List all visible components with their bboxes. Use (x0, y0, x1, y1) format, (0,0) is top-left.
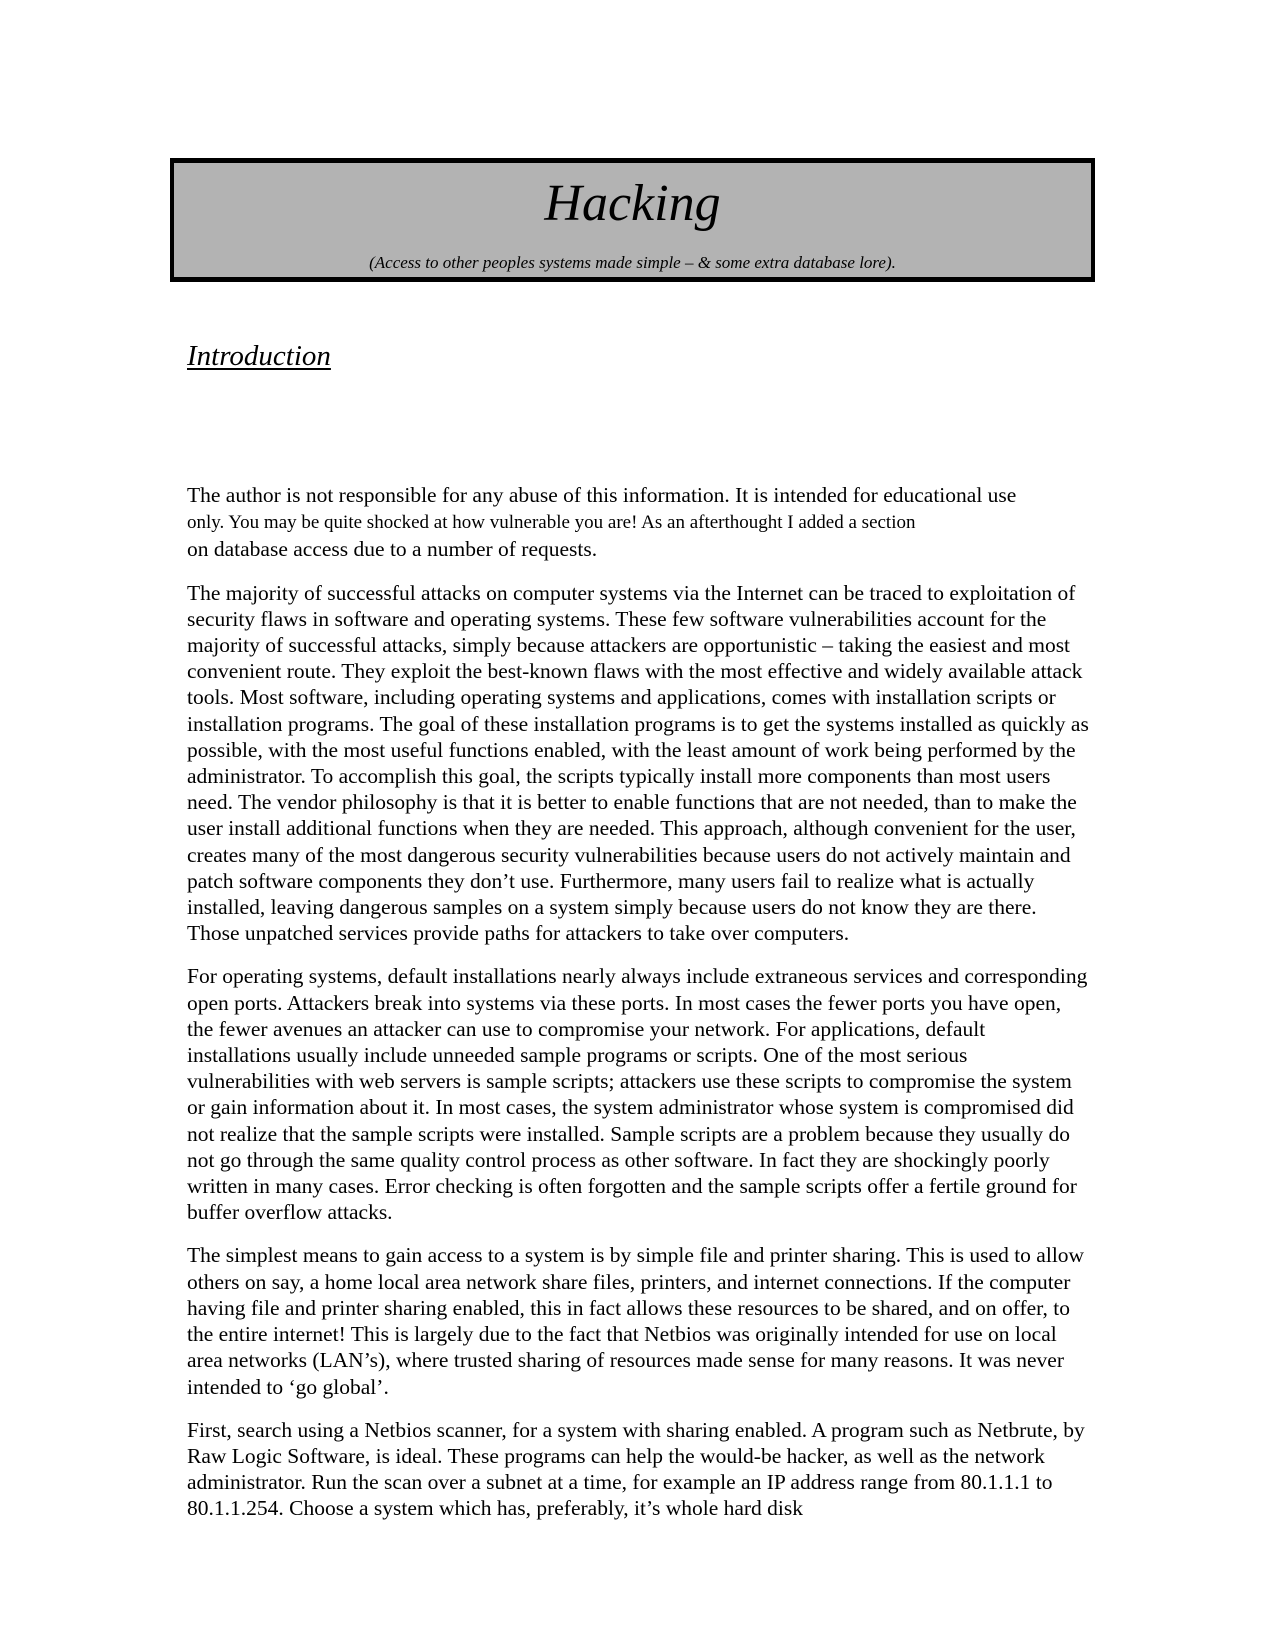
paragraph: The majority of successful attacks on computer systems via the Internet can be traced to exploitation of security flaws in software and operating systems. These few software vulnerabilities account for the majority of successful attacks, simply because attackers are opportunistic – taking the easiest and most convenient route. They exploit the best-known flaws with the most effective and widely available attack tools. Most software, including operating systems and applications, comes with installation scripts or installation programs. The goal of these installation programs is to get the systems installed as quickly as possible, with the most useful functions enabled, with the least amount of work being performed by the administrator. To accomplish this goal, the scripts typically install more components than most users need. The vendor philosophy is that it is better to enable functions that are not needed, than to make the user install additional functions when they are needed. This approach, although convenient for the user, creates many of the most dangerous security vulnerabilities because users do not actively maintain and patch software components they don’t use. Furthermore, many users fail to realize what is actually installed, leaving dangerous samples on a system simply because users do not know they are there. Those unpatched services provide paths for attackers to take over computers. (187, 580, 1089, 946)
paragraph-disclaimer (187, 482, 1092, 563)
title-box (170, 158, 1095, 282)
document-subtitle: (Access to other peoples systems made simple – & some extra database lore). (369, 253, 896, 272)
paragraph: For operating systems, default installations nearly always include extraneous services and corresponding open ports. Attackers break into systems via these ports. In most cases the fewer ports you have open, the fewer avenues an attacker can use to compromise your network. For applications, default installations usually include unneeded sample programs or scripts. One of the most serious vulnerabilities with web servers is sample scripts; attackers use these scripts to compromise the system or gain information about it. In most cases, the system administrator whose system is compromised did not realize that the sample scripts were installed. Sample scripts are a problem because they usually do not go through the same quality control process as other software. In fact they are shockingly poorly written in many cases. Error checking is often forgotten and the sample scripts offer a fertile ground for buffer overflow attacks. (187, 964, 1088, 1225)
paragraph: The simplest means to gain access to a system is by simple file and printer sharing. This is used to allow others on say, a home local area network share files, printers, and internet connections. If the computer having file and printer sharing enabled, this in fact allows these resources to be shared, and on offer, to the entire internet! This is largely due to the fact that Netbios was originally intended for use on local area networks (LAN’s), where trusted sharing of resources made sense for many reasons. It was never intended to ‘go global’. (187, 1243, 1085, 1399)
paragraph-disclaimer-part2: only. You may be quite shocked at how vulnerable you are! As an afterthought I added a section (187, 512, 916, 534)
paragraph: First, search using a Netbios scanner, for a system with sharing enabled. A program such as Netbrute, by Raw Logic Software, is ideal. These programs can help the would-be hacker, as well as the network administrator. Run the scan over a subnet at a time, for example an IP address range from 80.1.1.1 to 80.1.1.254. Choose a system which has, preferably, it’s whole hard disk (187, 1417, 1085, 1521)
body-text (187, 482, 1092, 1539)
section-heading: Introduction (187, 340, 331, 372)
document-title: Hacking (544, 175, 721, 232)
paragraph-disclaimer-part1: The author is not responsible for any abuse of this information. It is intended for educational use (187, 483, 1017, 507)
paragraph-disclaimer-part3: on database access due to a number of requests. (187, 537, 598, 562)
